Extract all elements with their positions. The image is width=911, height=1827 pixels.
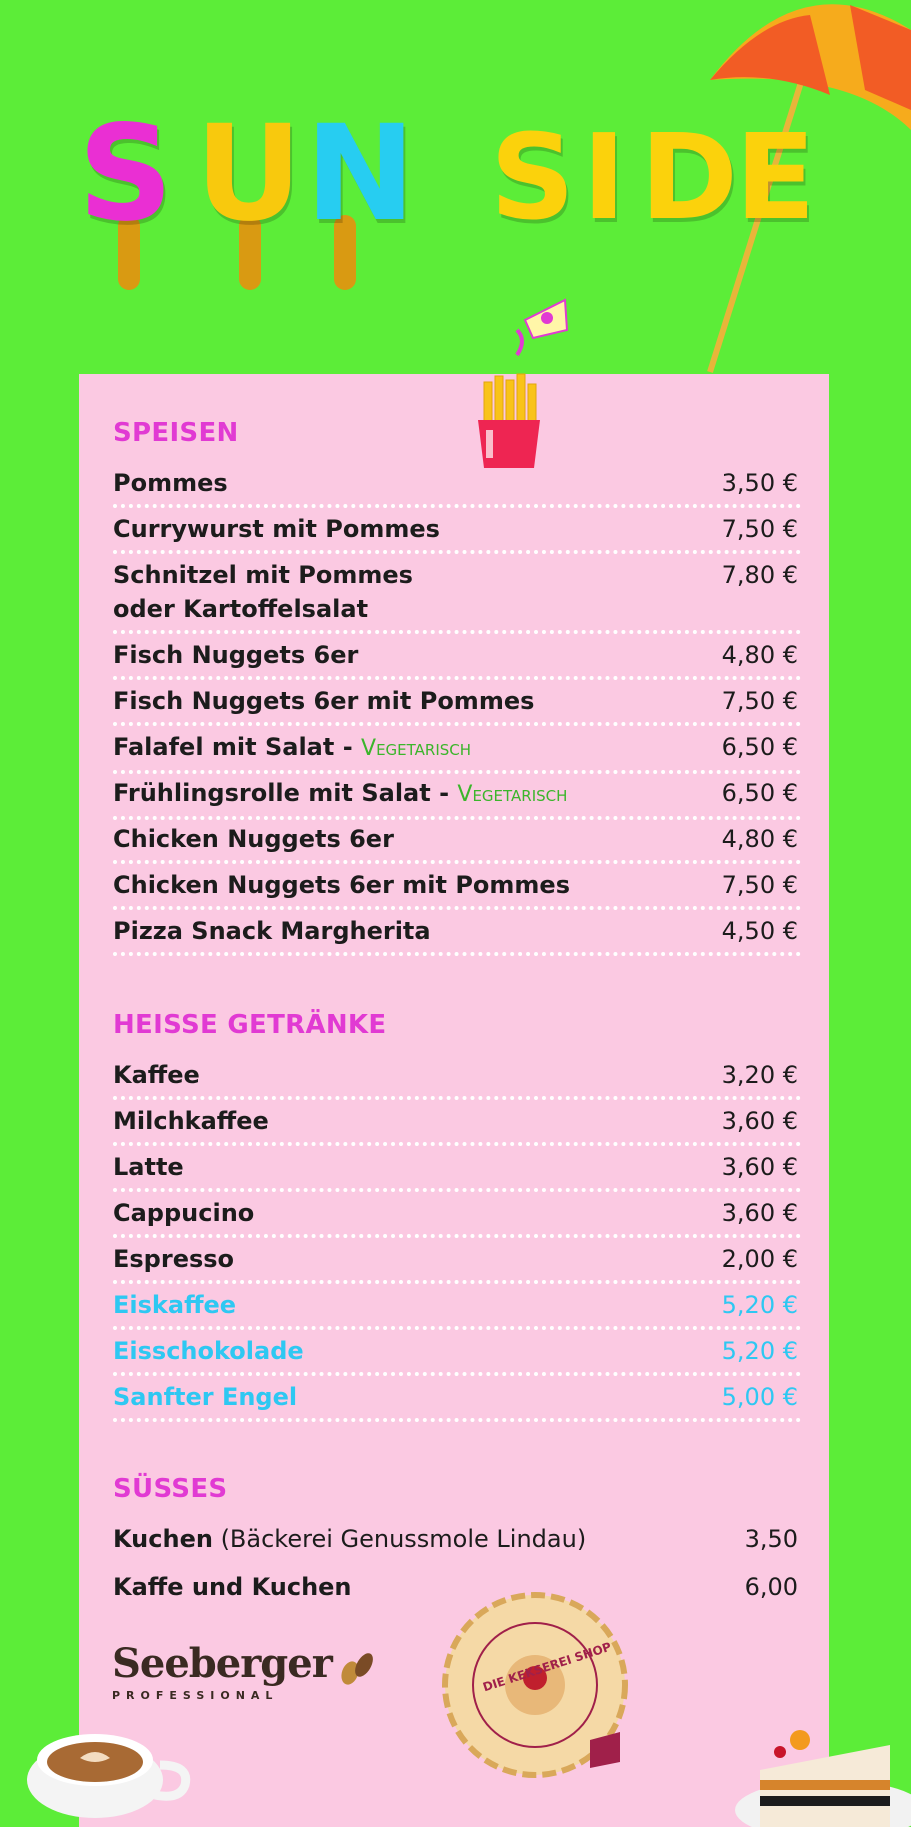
- item-price: 7,50 €: [721, 871, 798, 899]
- item-price: 5,20 €: [721, 1291, 798, 1319]
- menu-item: [113, 512, 801, 554]
- item-price: 4,50 €: [721, 917, 798, 945]
- menu-item: [113, 1522, 801, 1560]
- vegetarian-tag: Vegetarisch: [361, 736, 472, 761]
- item-name: Currywurst mit Pommes: [113, 515, 440, 543]
- item-name: Eisschokolade: [113, 1337, 304, 1365]
- brand-sub: PROFESSIONAL: [112, 1689, 279, 1702]
- item-name: Kuchen: [113, 1525, 213, 1553]
- french-fries-icon: [464, 370, 554, 470]
- item-price: 5,20 €: [721, 1337, 798, 1365]
- section-title-speisen: SPEISEN: [113, 418, 239, 448]
- logo-letter-side-e: E: [735, 108, 814, 246]
- menu-item: [113, 1058, 801, 1100]
- item-name: Kaffee: [113, 1061, 200, 1089]
- menu-item: [113, 684, 801, 726]
- menu-item: [113, 868, 801, 910]
- item-price: 4,80 €: [721, 641, 798, 669]
- item-name: Eiskaffee: [113, 1291, 237, 1319]
- menu-item: [113, 1196, 801, 1238]
- keksereishop-badge: [440, 1590, 630, 1780]
- item-name: Sanfter Engel: [113, 1383, 298, 1411]
- item-price: 7,50 €: [721, 515, 798, 543]
- item-name: Latte: [113, 1153, 184, 1181]
- badge-text: DIE KEKSEREI SHOP: [481, 1639, 614, 1695]
- logo-letter-s: S: [78, 97, 172, 251]
- seeberger-logo: [112, 1640, 374, 1702]
- menu-item: [113, 914, 801, 956]
- logo-letter-u: U: [195, 97, 301, 251]
- cake-slice-icon: [720, 1710, 911, 1827]
- menu-item: [113, 558, 801, 634]
- item-price: 2,00 €: [721, 1245, 798, 1273]
- logo-letter-side-i: I: [582, 108, 624, 246]
- menu-item: [113, 1104, 801, 1146]
- menu-item: [113, 1242, 801, 1284]
- item-name: Kaffe und Kuchen: [113, 1573, 352, 1601]
- menu-item-cold: [113, 1334, 801, 1376]
- vegetarian-tag: Vegetarisch: [457, 782, 568, 807]
- item-name: Milchkaffee: [113, 1107, 269, 1135]
- item-name: Fisch Nuggets 6er: [113, 641, 359, 669]
- menu-item: [113, 776, 801, 820]
- section-title-suesses: SÜSSES: [113, 1474, 228, 1504]
- item-price: 7,80 €: [721, 561, 798, 589]
- item-price: 6,00: [744, 1573, 798, 1601]
- item-price: 6,50 €: [721, 733, 798, 761]
- menu-item: [113, 466, 801, 508]
- item-note: (Bäckerei Genussmole Lindau): [212, 1525, 587, 1553]
- item-name: Fisch Nuggets 6er mit Pommes: [113, 687, 535, 715]
- logo-letter-n: N: [305, 97, 414, 251]
- menu-item: [113, 638, 801, 680]
- item-price: 3,60 €: [721, 1199, 798, 1227]
- item-name: Pommes: [113, 469, 228, 497]
- item-price: 3,20 €: [721, 1061, 798, 1089]
- item-price: 6,50 €: [721, 779, 798, 807]
- menu-item: [113, 730, 801, 774]
- item-name: Frühlingsrolle mit Salat -: [113, 779, 458, 807]
- menu-item-cold: [113, 1380, 801, 1422]
- candy-flag-icon: [505, 290, 575, 360]
- item-price: 3,50: [744, 1525, 798, 1553]
- item-name: Chicken Nuggets 6er mit Pommes: [113, 871, 570, 899]
- coffee-cup-icon: [20, 1720, 200, 1827]
- item-price: 5,00 €: [721, 1383, 798, 1411]
- logo-letter-side-d: D: [640, 108, 736, 246]
- section-title-heisse-getraenke: HEISSE GETRÄNKE: [113, 1010, 387, 1040]
- brand-name: Seeberger: [112, 1640, 332, 1687]
- item-name: Espresso: [113, 1245, 235, 1273]
- item-price: 4,80 €: [721, 825, 798, 853]
- menu-item: [113, 1150, 801, 1192]
- logo-letter-side-s: S: [490, 108, 573, 246]
- coffee-bean-leaf-icon: [338, 1647, 374, 1687]
- item-name: Falafel mit Salat -: [113, 733, 362, 761]
- cookie-badge-icon: [440, 1590, 630, 1780]
- menu-item-cold: [113, 1288, 801, 1330]
- item-price: 3,60 €: [721, 1153, 798, 1181]
- item-name: Pizza Snack Margherita: [113, 917, 431, 945]
- item-name: Cappucino: [113, 1199, 255, 1227]
- item-price: 3,50 €: [721, 469, 798, 497]
- item-name-line2: oder Kartoffelsalat: [113, 595, 369, 623]
- item-price: 7,50 €: [721, 687, 798, 715]
- item-name: Schnitzel mit Pommes: [113, 561, 413, 589]
- sunside-logo: [0, 0, 911, 360]
- menu-item: [113, 822, 801, 864]
- item-price: 3,60 €: [721, 1107, 798, 1135]
- item-name: Chicken Nuggets 6er: [113, 825, 394, 853]
